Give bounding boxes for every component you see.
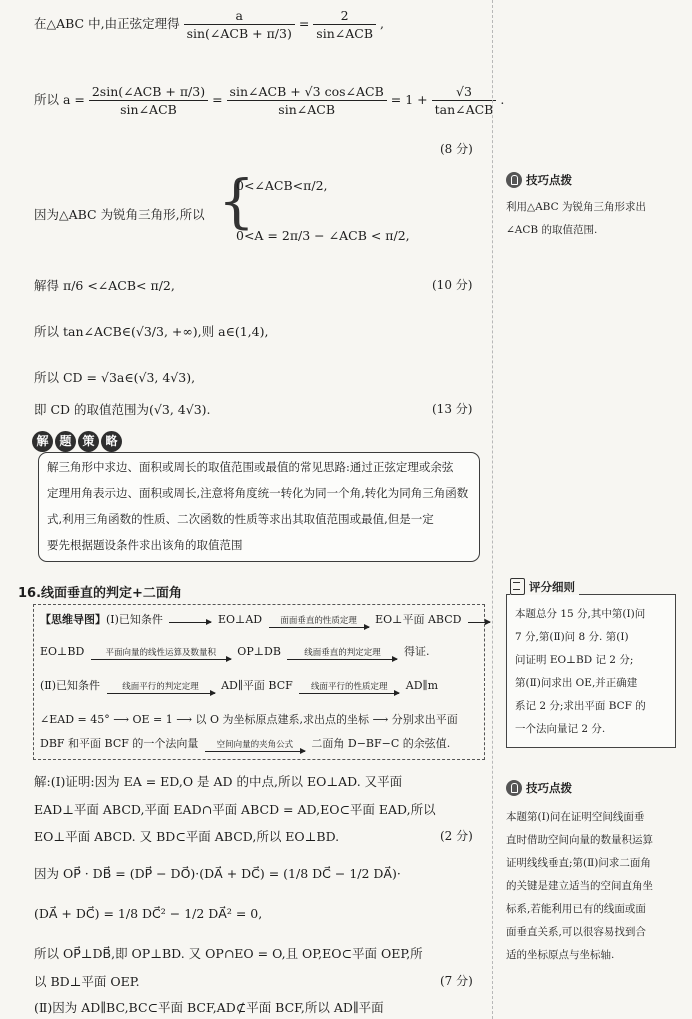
fraction-denominator: sin∠ACB bbox=[120, 102, 177, 117]
arrow-label: 线面平行的性质定理 bbox=[310, 682, 388, 692]
fraction bbox=[227, 84, 387, 117]
question-number: 16. bbox=[18, 586, 42, 601]
fraction-denominator: sin∠ACB bbox=[316, 26, 374, 41]
fraction-denominator: sin(∠ACB + π/3) bbox=[186, 26, 292, 41]
tip-line: ∠ACB 的取值范围. bbox=[506, 224, 598, 236]
solution-line-2: EAD⊥平面 ABCD,平面 EAD∩平面 ABCD = AD,EO⊂平面 EAD,所以 bbox=[34, 802, 436, 817]
strategy-badge bbox=[32, 428, 122, 454]
document-icon bbox=[510, 578, 525, 595]
cd-conclusion-line: 即 CD 的取值范围为(√3, 4√3). bbox=[34, 402, 211, 417]
fraction-denominator: sin∠ACB bbox=[278, 102, 336, 117]
arrow-label: 空间向量的夹角公式 bbox=[216, 740, 294, 750]
arrow bbox=[91, 649, 231, 660]
text-segment: AD∥m bbox=[405, 679, 439, 692]
text-segment: EO⊥AD bbox=[217, 613, 263, 626]
score-10: (10 分) bbox=[432, 278, 473, 292]
arrow bbox=[107, 683, 215, 694]
arrow-label: 面面垂直的性质定理 bbox=[280, 616, 357, 626]
tip-line: 证明线线垂直;第(Ⅱ)问求二面角 bbox=[506, 857, 651, 869]
text-segment: 二面角 D−BF−C 的余弦值. bbox=[311, 737, 451, 750]
sine-law-line bbox=[34, 8, 384, 41]
mind-map-box bbox=[33, 604, 485, 760]
tip-heading-1 bbox=[506, 172, 572, 188]
arrow bbox=[205, 741, 305, 752]
mind-map-line-2 bbox=[40, 643, 429, 660]
fraction-numerator: 2 bbox=[313, 8, 376, 25]
score-rules-title: 评分细则 bbox=[529, 579, 575, 594]
badge-char: 题 bbox=[55, 431, 76, 452]
score-rules-body bbox=[515, 603, 646, 741]
tip-body-1 bbox=[506, 196, 646, 242]
score-rule-line: 一个法向量记 2 分. bbox=[515, 723, 606, 735]
tip-line: 利用△ABC 为锐角三角形求出 bbox=[506, 201, 646, 213]
question-topic: 线面垂直的判定+二面角 bbox=[41, 586, 182, 601]
arrow-label: 平面向量的线性运算及数量积 bbox=[105, 648, 217, 658]
solution-line-8: (Ⅱ)因为 AD∥BC,BC⊂平面 BCF,AD⊄平面 BCF,所以 AD∥平面 bbox=[34, 1000, 384, 1015]
tip-line: 面垂直关系,可以很容易找到合 bbox=[506, 926, 646, 938]
fraction bbox=[313, 8, 376, 41]
text-segment: . bbox=[500, 92, 505, 107]
arrow-label: 线面平行的判定定理 bbox=[122, 682, 199, 692]
fraction-numerator: sin∠ACB + √3 cos∠ACB bbox=[227, 84, 387, 101]
tip-heading-2 bbox=[506, 780, 572, 796]
fraction bbox=[89, 84, 208, 117]
mind-map-line-1 bbox=[40, 611, 493, 628]
tip-line: 本题第(Ⅰ)问在证明空间线面垂 bbox=[506, 811, 645, 823]
fraction-denominator: tan∠ACB bbox=[434, 102, 494, 117]
fraction-numerator: 2sin(∠ACB + π/3) bbox=[89, 84, 208, 101]
tip-body-2 bbox=[506, 806, 653, 967]
text-segment: (Ⅱ)已知条件 bbox=[40, 679, 101, 692]
arrow-label: 线面垂直的判定定理 bbox=[304, 648, 381, 658]
score-rule-line: 本题总分 15 分,其中第(Ⅰ)问 bbox=[515, 608, 646, 620]
strategy-line: 定理用角表示边、面积或周长,注意将角度统一转化为同一个角,转化为同角三角函数 bbox=[47, 486, 469, 500]
strategy-line: 要先根据题设条件求出该角的取值范围 bbox=[47, 538, 243, 552]
score-13: (13 分) bbox=[432, 402, 473, 416]
score-rule-line: 问证明 EO⊥BD 记 2 分; bbox=[515, 654, 634, 666]
mind-map-line-4: ∠EAD = 45° ⟶ OE = 1 ⟶ 以 O 为坐标原点建系,求出点的坐标 ⟶ 分别求出平面 bbox=[40, 713, 458, 726]
text-segment: 得证. bbox=[403, 645, 430, 658]
score-rule-line: 系记 2 分;求出平面 BCF 的 bbox=[515, 700, 646, 712]
text-segment: DBF 和平面 BCF 的一个法向量 bbox=[40, 737, 199, 750]
text-segment: , bbox=[380, 16, 384, 31]
text-segment: 所以 a = bbox=[34, 92, 85, 107]
lightbulb-icon bbox=[506, 172, 522, 188]
text-segment: AD∥平面 BCF bbox=[221, 679, 293, 692]
solution-line-6: 所以 OP⃗⊥DB⃗,即 OP⊥BD. 又 OP∩EO = O,且 OP,EO⊂平面 OEP,所 bbox=[34, 946, 423, 961]
badge-char: 解 bbox=[32, 431, 53, 452]
solution-line-1: 解:(Ⅰ)证明:因为 EA = ED,O 是 AD 的中点,所以 EO⊥AD. 又平面 bbox=[34, 774, 403, 789]
text-segment: = 1 + bbox=[390, 92, 428, 107]
text-segment: (Ⅰ)已知条件 bbox=[106, 613, 163, 626]
fraction bbox=[184, 8, 295, 41]
score-rule-line: 第(Ⅱ)问求出 OE,并正确建 bbox=[515, 677, 638, 689]
solve-angle-line: 解得 π/6 <∠ACB< π/2, bbox=[34, 278, 175, 293]
solution-line-5: (DA⃗ + DC⃗) = 1/8 DC⃗² − 1/2 DA⃗² = 0, bbox=[34, 906, 263, 921]
badge-char: 略 bbox=[101, 431, 122, 452]
mind-map-line-5 bbox=[40, 735, 450, 752]
fraction bbox=[432, 84, 497, 117]
strategy-line: 式,利用三角函数的性质、二次函数的性质等求出其取值范围或最值,但是一定 bbox=[47, 512, 434, 526]
score-2: (2 分) bbox=[440, 829, 473, 843]
arrow bbox=[287, 649, 397, 660]
score-8: (8 分) bbox=[440, 142, 473, 156]
score-rules-box bbox=[506, 594, 676, 748]
column-divider bbox=[492, 0, 493, 1019]
curly-brace: { bbox=[218, 167, 255, 235]
text-segment: = bbox=[298, 16, 310, 31]
acute-triangle-text: 因为△ABC 为锐角三角形,所以 bbox=[34, 207, 205, 222]
text-segment: = bbox=[212, 92, 223, 107]
tip-line: 标系,若能利用已有的线面或面 bbox=[506, 903, 646, 915]
solution-line-4: 因为 OP⃗ · DB⃗ = (DP⃗ − DO⃗)·(DA⃗ + DC⃗) = (1/8 DC⃗ − 1/2 DA⃗)· bbox=[34, 866, 401, 881]
badge-char: 策 bbox=[78, 431, 99, 452]
tip-line: 直时借助空间向量的数量积运算 bbox=[506, 834, 653, 846]
text-segment: 在△ABC 中,由正弦定理得 bbox=[34, 16, 180, 31]
tan-range-line: 所以 tan∠ACB∈(√3/3, +∞),则 a∈(1,4), bbox=[34, 324, 269, 339]
arrow bbox=[299, 683, 399, 694]
mind-map-line-3 bbox=[40, 677, 438, 694]
tip-line: 适的坐标原点与坐标轴. bbox=[506, 949, 615, 961]
tip-title: 技巧点拨 bbox=[526, 173, 572, 187]
arrow bbox=[468, 621, 490, 623]
cd-range-line: 所以 CD = √3a∈(√3, 4√3), bbox=[34, 370, 196, 385]
fraction-numerator: √3 bbox=[432, 84, 497, 101]
a-expression-line bbox=[34, 84, 504, 117]
tip-title: 技巧点拨 bbox=[526, 781, 572, 795]
text-segment: EO⊥BD bbox=[40, 645, 85, 658]
score-rule-line: 7 分,第(Ⅱ)问 8 分. 第(Ⅰ) bbox=[515, 631, 629, 643]
arrow bbox=[269, 617, 369, 628]
strategy-line: 解三角形中求边、面积或周长的取值范围或最值的常见思路:通过正弦定理或余弦 bbox=[47, 460, 454, 474]
score-rules-heading bbox=[510, 578, 579, 595]
fraction-numerator: a bbox=[184, 8, 295, 25]
score-7: (7 分) bbox=[440, 974, 473, 988]
question-16-title bbox=[18, 582, 182, 601]
mind-map-label: 【思维导图】 bbox=[40, 613, 106, 626]
case-line-2: 0<A = 2π/3 − ∠ACB < π/2, bbox=[236, 228, 410, 243]
arrow bbox=[169, 621, 211, 623]
case-line-1: 0<∠ACB<π/2, bbox=[236, 178, 328, 193]
solution-line-3: EO⊥平面 ABCD. 又 BD⊂平面 ABCD,所以 EO⊥BD. bbox=[34, 829, 340, 844]
lightbulb-icon bbox=[506, 780, 522, 796]
text-segment: EO⊥平面 ABCD bbox=[375, 613, 462, 626]
tip-line: 的关键是建立适当的空间直角坐 bbox=[506, 880, 653, 892]
solution-line-7: 以 BD⊥平面 OEP. bbox=[34, 974, 140, 989]
text-segment: OP⊥DB bbox=[237, 645, 281, 658]
strategy-box bbox=[38, 452, 480, 562]
